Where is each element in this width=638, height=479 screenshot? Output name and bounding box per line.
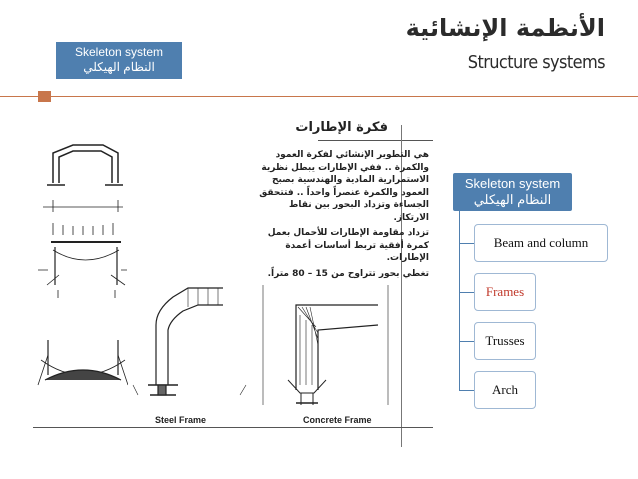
section-tag-arabic: النظام الهيكلي (83, 60, 155, 74)
loaded-frame-diagram (38, 223, 127, 298)
caption-steel-frame: Steel Frame (155, 415, 207, 425)
document-paragraph: هي التطوير الإنشائي لفكرة العمود والكمرة .. ففي الإطارات يبطل نظرية الاستمرارية المادية والهندسية بصبح العمود والكمرة عنصراً واحداً .. فتتحقق الجساءة وتزداد البحور بين نقاط الارتكاز. (259, 150, 429, 223)
title-english: Structure systems (467, 52, 605, 73)
hierarchy-item-label: Beam and column (493, 235, 589, 250)
steel-frame-drawing (128, 285, 258, 410)
hierarchy-branch (459, 341, 474, 342)
hierarchy-item-arch (474, 371, 536, 409)
hierarchy-item-label: Arch (492, 382, 518, 397)
hierarchy-item-trusses (474, 322, 536, 360)
hierarchy-connector (459, 211, 460, 391)
scanned-document (33, 115, 433, 437)
hierarchy-root-english: Skeleton system (464, 176, 561, 191)
portal-frame-diagram (43, 145, 123, 212)
hierarchy-item-frames (474, 273, 536, 311)
moment-diagram (38, 340, 128, 385)
hierarchy-item-label: Trusses (485, 333, 525, 348)
hierarchy-branch (459, 243, 474, 244)
document-heading: فكرة الإطارات (295, 120, 388, 135)
hierarchy-item-beam-and-column (474, 224, 608, 262)
hierarchy-root-arabic: النظام الهيكلي (473, 192, 552, 207)
document-bottom-rule (33, 427, 433, 428)
document-paragraph: تزداد مقاومة الإطارات للأحمال بعمل كمرة أفقية تربط أساسات أعمدة الإطارات. (267, 228, 429, 263)
document-heading-underline (318, 140, 433, 141)
frame-diagrams (33, 135, 128, 425)
document-body (253, 149, 429, 283)
header-rule-line (0, 96, 638, 97)
header-rule (0, 91, 638, 102)
section-tag-english: Skeleton system (74, 45, 164, 59)
section-tag (56, 42, 182, 79)
document-paragraph: تغطي بحور تتراوح من 15 – 80 متراً. (267, 268, 429, 279)
hierarchy-root (453, 173, 572, 211)
hierarchy-branch (459, 390, 474, 391)
hierarchy-item-label: Frames (485, 284, 525, 299)
title-arabic: الأنظمة الإنشائية (405, 14, 605, 42)
hierarchy-branch (459, 292, 474, 293)
concrete-frame-drawing (258, 285, 398, 415)
header-rule-square (38, 91, 51, 102)
caption-concrete-frame: Concrete Frame (303, 415, 372, 425)
